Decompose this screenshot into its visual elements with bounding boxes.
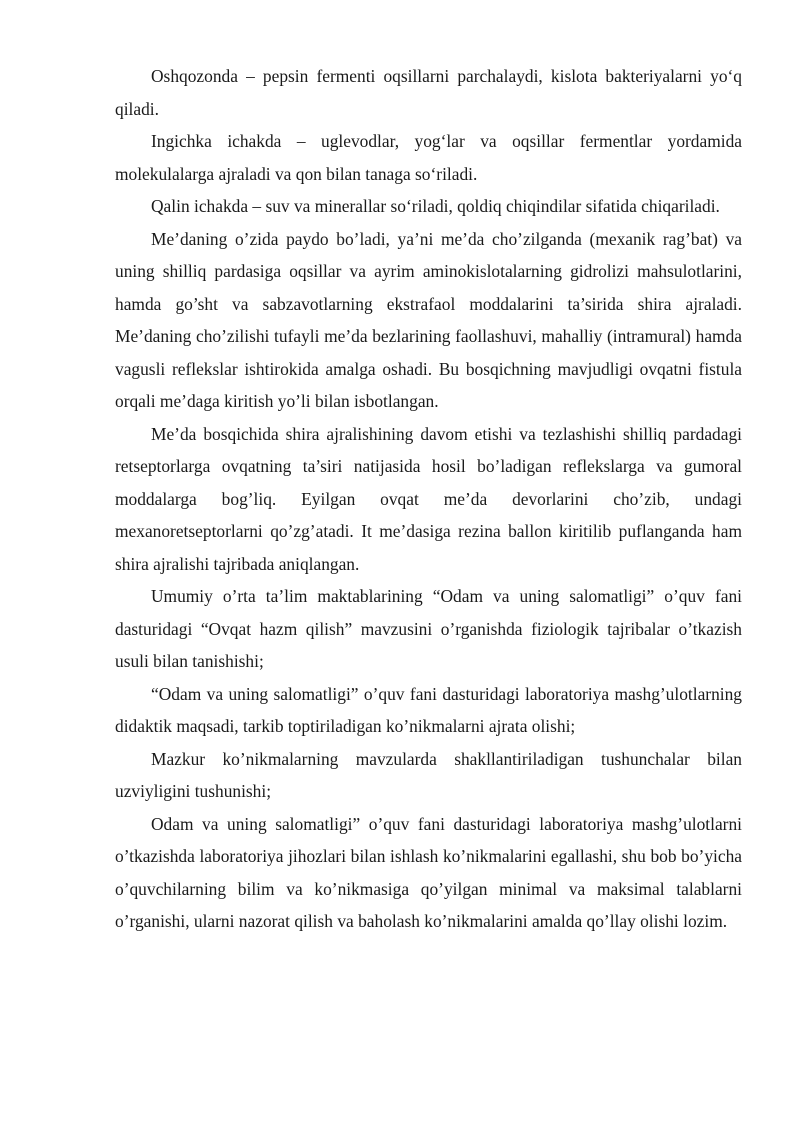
paragraph-small-intestine: Ingichka ichakda – uglevodlar, yog‘lar va oqsillar fermentlar yordamida molekulalarga ajraladi va qon bilan tanaga so‘riladi. — [115, 131, 742, 184]
paragraph-large-intestine: Qalin ichakda – suv va minerallar so‘riladi, qoldiq chiqindilar sifatida chiqariladi. — [151, 196, 720, 216]
paragraph-stomach-secretion: Me’daning o’zida paydo bo’ladi, ya’ni me’da cho’zilganda (mexanik rag’bat) va uning shilliq pardasiga oqsillar va ayrim aminokislotalarning gidrolizi mahsulotlarini, hamda go’sht va sabzavotlarning ekstrafaol moddalarini ta’sirida shira ajraladi. Me’daning cho’zilishi tufayli me’da bezlarining faollashuvi, mahalliy (intramural) hamda vagusli reflekslar ishtirokida amalga oshadi. Bu bosqichning mavjudligi ovqatni fistula orqali me’daga kiritish yo’li bilan isbotlangan. — [115, 228, 742, 411]
paragraph-curriculum-goal-3: Mazkur ko’nikmalarning mavzularda shakllantiriladigan tushunchalar bilan uzviyligini tushunishi; — [115, 748, 742, 801]
paragraph-gastric-phase: Me’da bosqichida shira ajralishining davom etishi va tezlashishi shilliq pardadagi retseptorlarga ovqatning ta’siri natijasida hosil bo’ladigan reflekslarga va gumoral moddalarga bog’liq. Eyilgan ovqat me’da devorlarini cho’zib, undagi mexanoretseptorlarni qo’zg’atadi. It me’dasiga rezina ballon kiritilib puflanganda ham shira ajralishi tajribada aniqlangan. — [115, 423, 742, 574]
paragraph-stomach: Oshqozonda – pepsin fermenti oqsillarni parchalaydi, kislota bakteriyalarni yo‘q qiladi. — [115, 66, 742, 119]
paragraph-curriculum-goal-1: Umumiy o’rta ta’lim maktablarining “Odam va uning salomatligi” o’quv fani dasturidagi “Ovqat hazm qilish” mavzusini o’rganishda fiziologik tajribalar o’tkazish usuli bilan tanishishi; — [115, 586, 742, 671]
paragraph-curriculum-goal-4: Odam va uning salomatligi” o’quv fani dasturidagi laboratoriya mashg’ulotlarni o’tkazishda laboratoriya jihozlari bilan ishlash ko’nikmalarini egallashi, shu bob bo’yicha o’quvchilarning bilim va ko’nikmasiga qo’yilgan minimal va maksimal talablarni o’rganishi, ularni nazorat qilish va baholash ko’nikmalarini amalda qo’llay olishi lozim. — [115, 813, 742, 931]
paragraph-curriculum-goal-2: “Odam va uning salomatligi” o’quv fani dasturidagi laboratoriya mashg’ulotlarning didaktik maqsadi, tarkib toptiriladigan ko’nikmalarni ajrata olishi; — [115, 683, 742, 736]
